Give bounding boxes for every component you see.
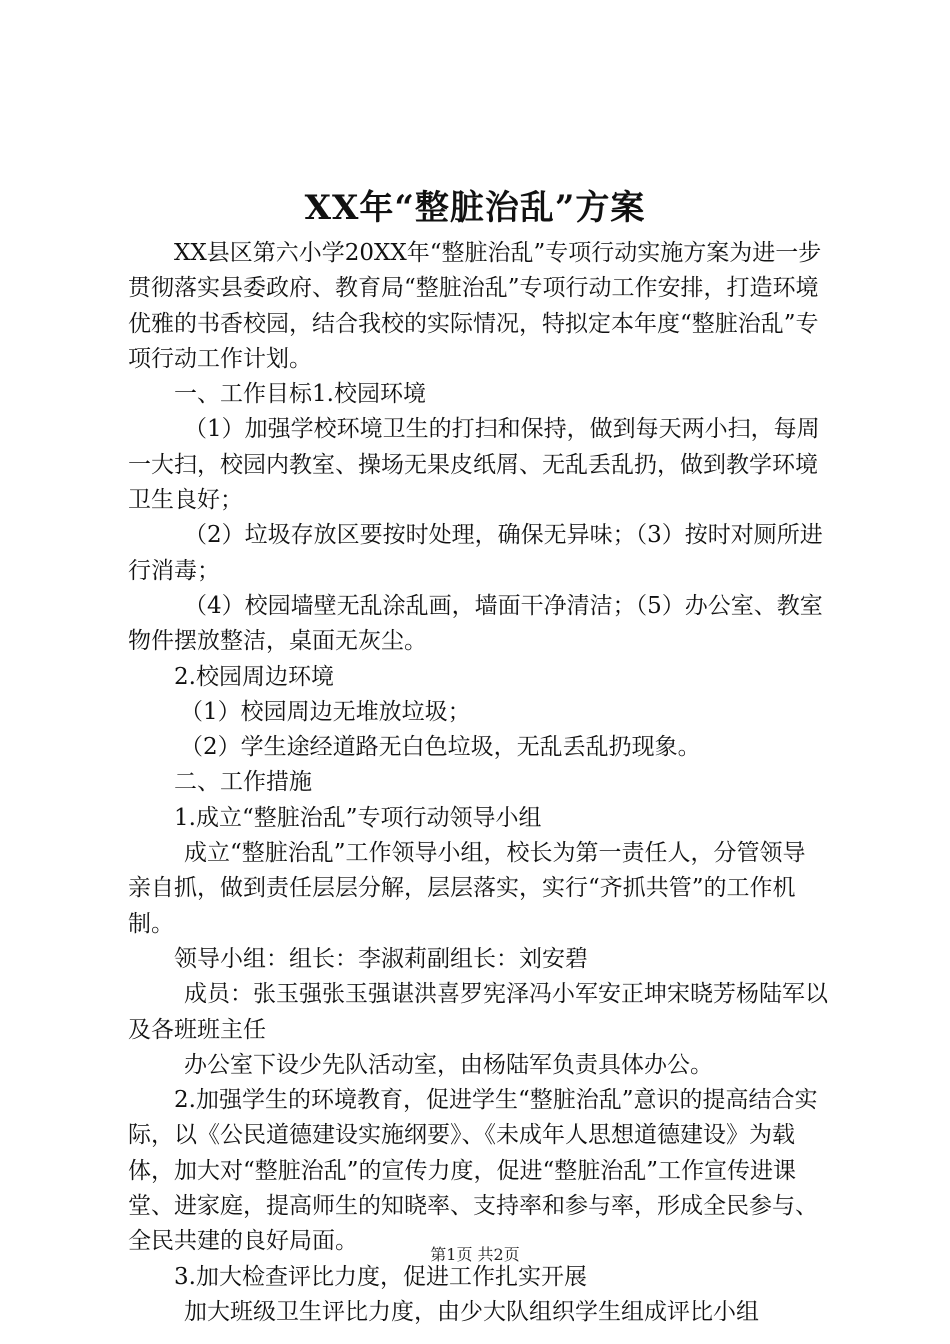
paragraph-group-leaders: 领导小组：组长：李淑莉副组长：刘安碧 xyxy=(174,945,588,972)
heading-measure-1: 1.成立“整脏治乱”专项行动领导小组 xyxy=(174,804,542,831)
paragraph-intro: XX县区第六小学20XX年“整脏治乱”专项行动实施方案为进一步贯彻落实县委政府、教育局“整脏治乱”专项行动工作安排，打造环境优雅的书香校园，结合我校的实际情况，特拟定本年度“整脏治乱”专项行动工作计划。 xyxy=(128,240,822,372)
paragraph-measure-2: 2.加强学生的环境教育，促进学生“整脏治乱”意识的提高结合实际，以《公民道德建设实施纲要》、《未成年人思想道德建设》为载体，加大对“整脏治乱”的宣传力度，促进“整脏治乱”工作宣传进课堂、进家庭，提高师生的知晓率、支持率和参与率，形成全民参与、全民共建的良好局面。 xyxy=(128,1087,818,1255)
paragraph-office: 办公室下设少先队活动室，由杨陆军负责具体办公。 xyxy=(184,1051,713,1078)
heading-work-measures: 二、工作措施 xyxy=(174,769,312,796)
page-footer: 第1页 共2页 xyxy=(430,1245,520,1264)
heading-work-goals: 一、工作目标1.校园环境 xyxy=(174,381,426,408)
paragraph-leadership-group: 成立“整脏治乱”工作领导小组，校长为第一责任人，分管领导亲自抓，做到责任层层分解，层层落实，实行“齐抓共管”的工作机制。 xyxy=(128,840,806,937)
heading-measure-3: 3.加大检查评比力度，促进工作扎实开展 xyxy=(174,1263,587,1290)
document-body xyxy=(128,236,828,1330)
paragraph-goal-1: （1）加强学校环境卫生的打扫和保持，做到每天两小扫，每周一大扫，校园内教室、操场无果皮纸屑、无乱丢乱扔，做到教学环境卫生良好； xyxy=(128,416,820,514)
paragraph-goal-4-5: （4）校园墙壁无乱涂乱画，墙面干净清洁；（5）办公室、教室物件摆放整洁，桌面无灰尘。 xyxy=(128,592,823,655)
page-title: XX年“整脏治乱”方案 xyxy=(304,188,646,228)
paragraph-inspection: 加大班级卫生评比力度，由少大队组织学生组成评比小组 xyxy=(184,1298,759,1325)
heading-campus-surroundings: 2.校园周边环境 xyxy=(174,663,334,690)
paragraph-group-members: 成员：张玉强张玉强谌洪喜罗宪泽冯小军安正坤宋晓芳杨陆军以及各班班主任 xyxy=(128,981,828,1043)
paragraph-surroundings-1: （1）校园周边无堆放垃圾； xyxy=(180,698,471,725)
paragraph-goal-2-3: （2）垃圾存放区要按时处理，确保无异味；（3）按时对厕所进行消毒； xyxy=(128,522,823,584)
paragraph-surroundings-2: （2）学生途经道路无白色垃圾，无乱丢乱扔现象。 xyxy=(180,734,701,761)
